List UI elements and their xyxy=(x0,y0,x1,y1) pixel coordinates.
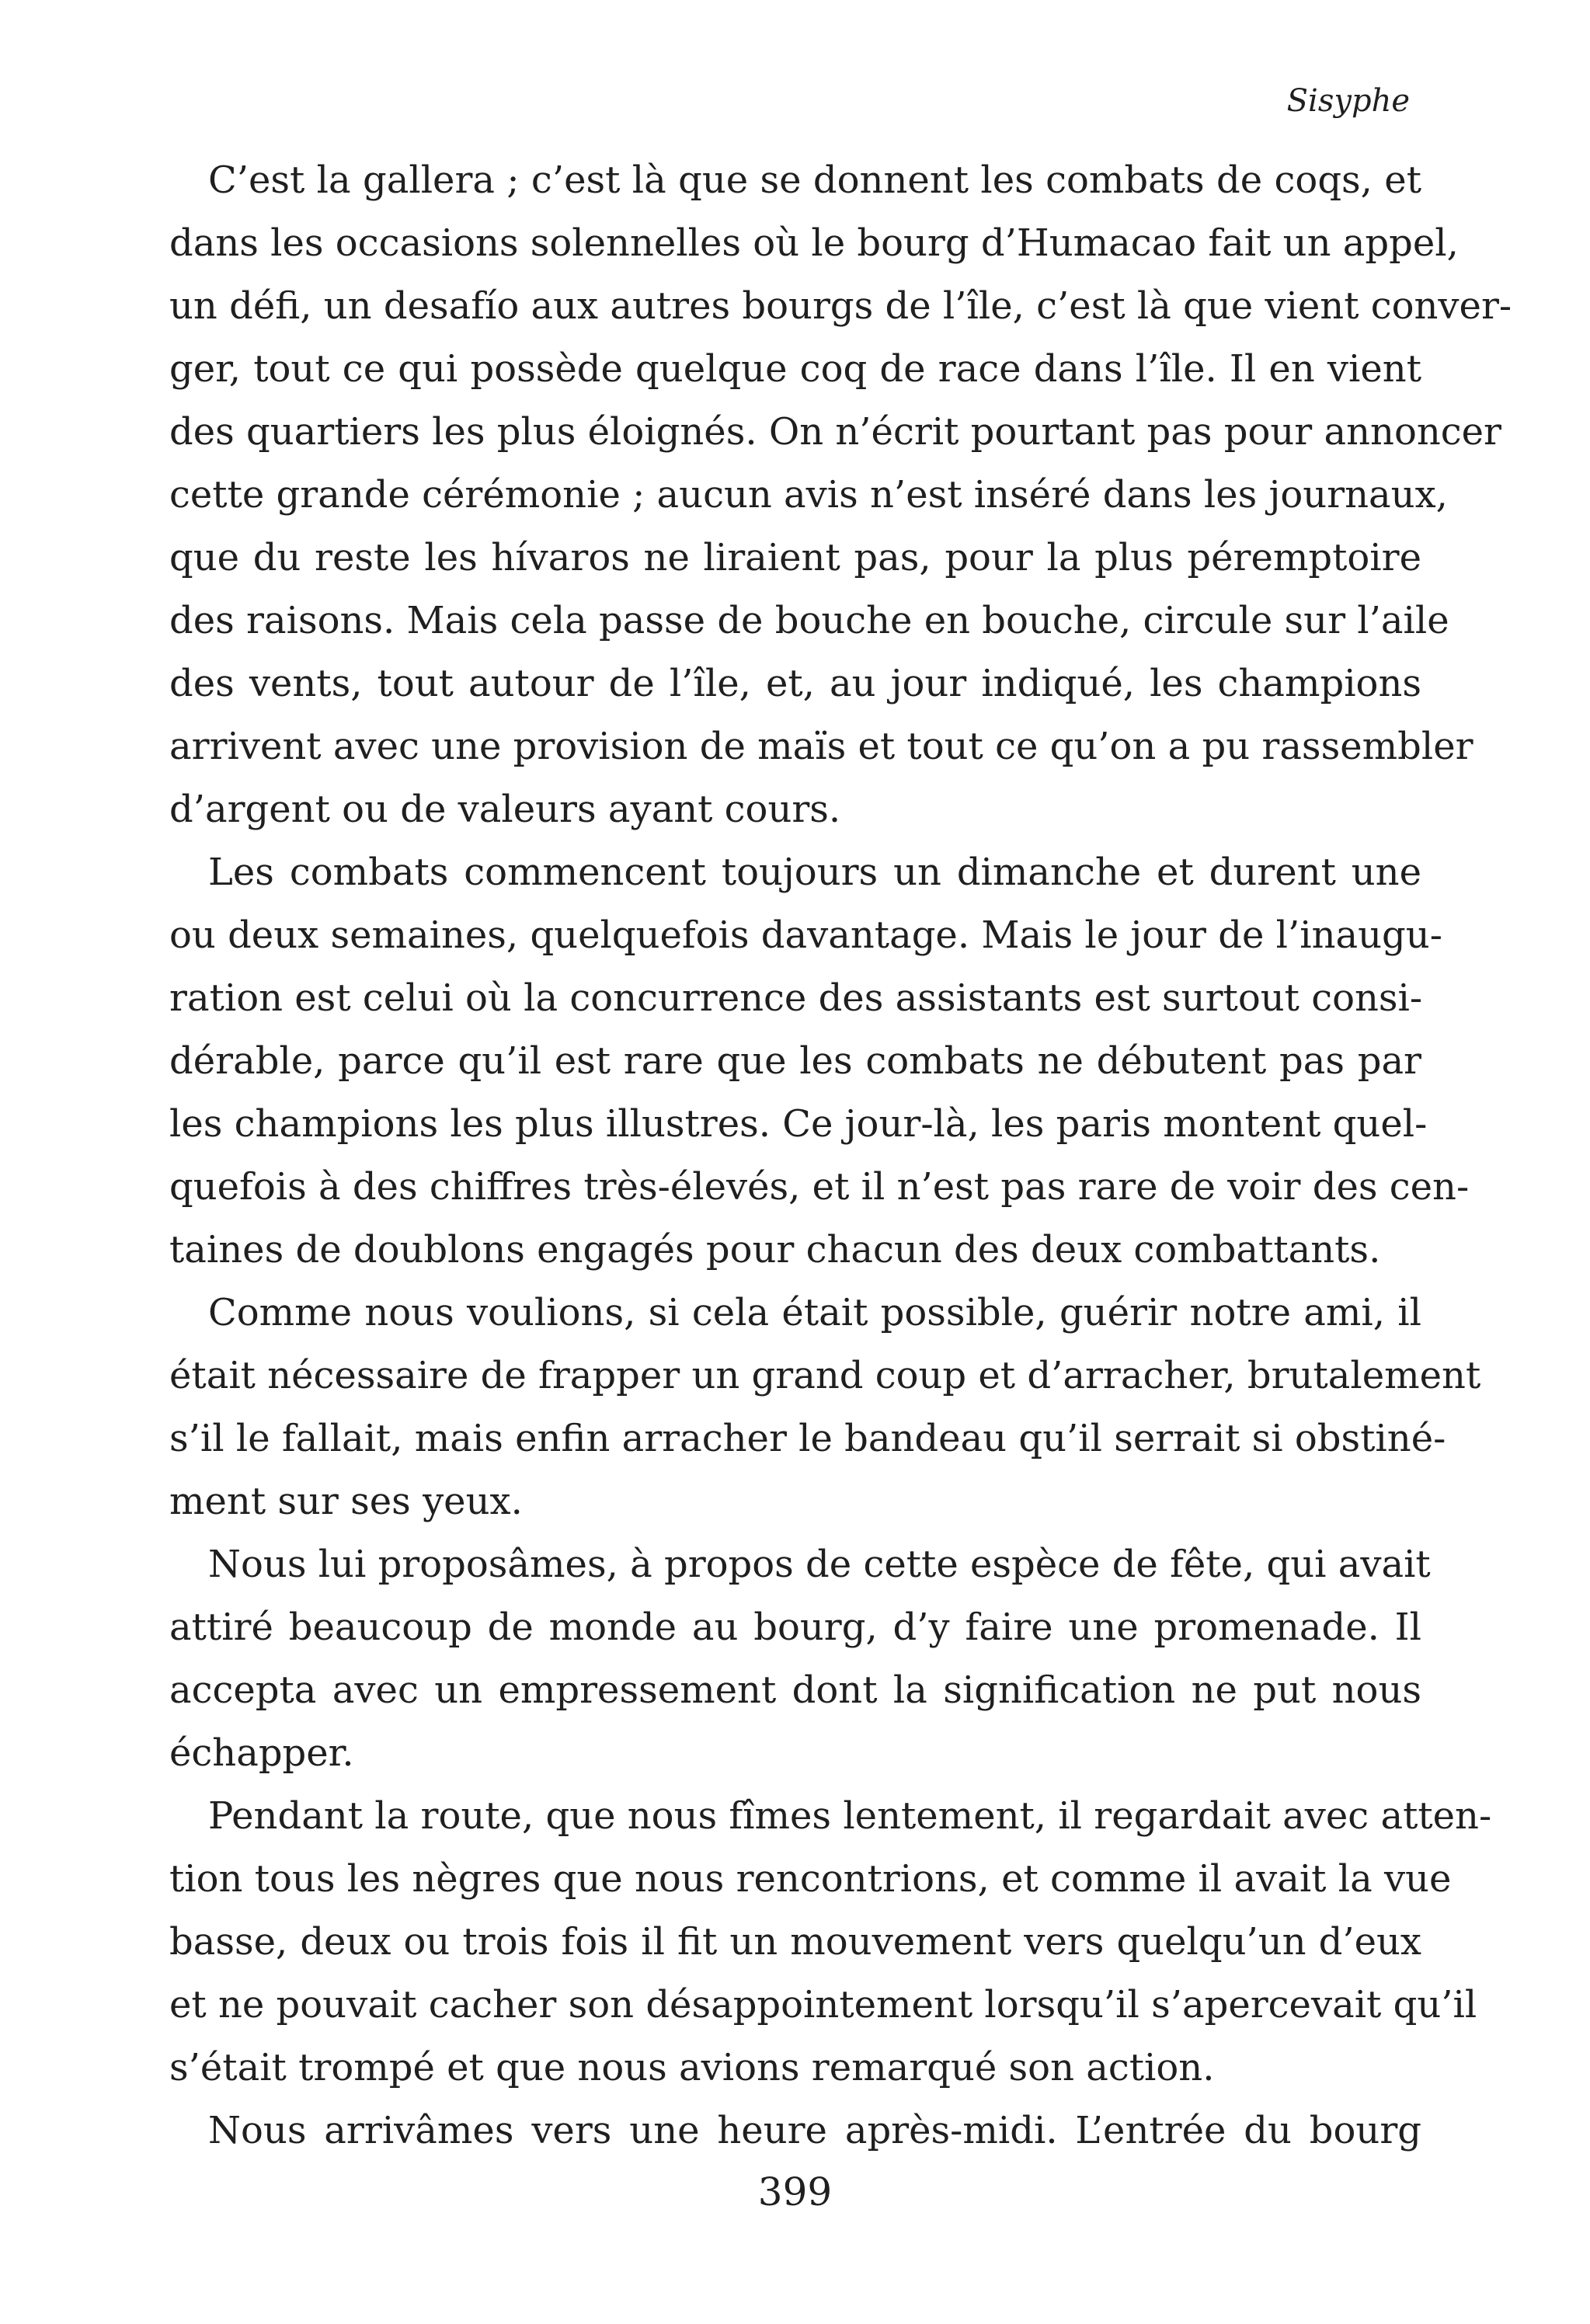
text-line: les champions les plus illustres. Ce jour-là, les paris montent quel- xyxy=(169,1102,1428,1146)
text-line: arrivent avec une provision de maïs et tout ce qu’on a pu rassembler xyxy=(169,725,1473,768)
text-line: ou deux semaines, quelquefois davantage. Mais le jour de l’inaugu- xyxy=(169,913,1442,957)
text-line: Comme nous voulions, si cela était possible, guérir notre ami, il xyxy=(208,1291,1421,1334)
text-line: Nous lui proposâmes, à propos de cette espèce de fête, qui avait xyxy=(208,1543,1431,1586)
text-line: dans les occasions solennelles où le bourg d’Humacao fait un appel, xyxy=(169,221,1459,265)
text-line: basse, deux ou trois fois il fit un mouvement vers quelqu’un d’eux xyxy=(169,1920,1421,1964)
text-line: s’il le fallait, mais enfin arracher le bandeau qu’il serrait si obstiné- xyxy=(169,1417,1446,1460)
text-line: un défi, un desafío aux autres bourgs de l’île, c’est là que vient conver- xyxy=(169,284,1512,328)
text-line: attiré beaucoup de monde au bourg, d’y faire une promenade. Il xyxy=(169,1606,1421,1649)
text-line: ration est celui où la concurrence des assistants est surtout consi- xyxy=(169,976,1423,1020)
text-line: Pendant la route, que nous fîmes lentement, il regardait avec atten- xyxy=(208,1794,1492,1838)
text-line: des raisons. Mais cela passe de bouche en bouche, circule sur l’aile xyxy=(169,599,1449,642)
text-line: cette grande cérémonie ; aucun avis n’est inséré dans les journaux, xyxy=(169,473,1448,517)
text-line: accepta avec un empressement dont la signification ne put nous xyxy=(169,1668,1421,1712)
page-number: 399 xyxy=(757,2169,833,2214)
text-line: des quartiers les plus éloignés. On n’écrit pourtant pas pour annoncer xyxy=(169,410,1501,454)
text-line: que du reste les hívaros ne liraient pas, pour la plus péremptoire xyxy=(169,536,1421,579)
text-line: C’est la gallera ; c’est là que se donnent les combats de coqs, et xyxy=(208,158,1421,202)
text-line: tion tous les nègres que nous rencontrions, et comme il avait la vue xyxy=(169,1857,1452,1901)
text-line: était nécessaire de frapper un grand coup et d’arracher, brutalement xyxy=(169,1354,1481,1397)
text-line: échapper. xyxy=(169,1731,354,1775)
text-line: quefois à des chiffres très-élevés, et il n’est pas rare de voir des cen- xyxy=(169,1165,1470,1209)
running-head: Sisyphe xyxy=(1286,83,1410,119)
text-line: et ne pouvait cacher son désappointement lorsqu’il s’apercevait qu’il xyxy=(169,1983,1477,2027)
text-line: Les combats commencent toujours un dimanche et durent une xyxy=(208,851,1421,894)
text-line: des vents, tout autour de l’île, et, au jour indiqué, les champions xyxy=(169,662,1421,705)
text-line: Nous arrivâmes vers une heure après-midi. L’entrée du bourg xyxy=(208,2109,1421,2152)
body-text xyxy=(169,149,1512,2162)
text-line: s’était trompé et que nous avions remarqué son action. xyxy=(169,2046,1215,2089)
text-line: ger, tout ce qui possède quelque coq de race dans l’île. Il en vient xyxy=(169,347,1421,391)
text-line: ment sur ses yeux. xyxy=(169,1480,523,1523)
text-line: dérable, parce qu’il est rare que les combats ne débutent pas par xyxy=(169,1039,1421,1083)
text-line: taines de doublons engagés pour chacun des deux combattants. xyxy=(169,1228,1381,1272)
text-line: d’argent ou de valeurs ayant cours. xyxy=(169,788,841,831)
